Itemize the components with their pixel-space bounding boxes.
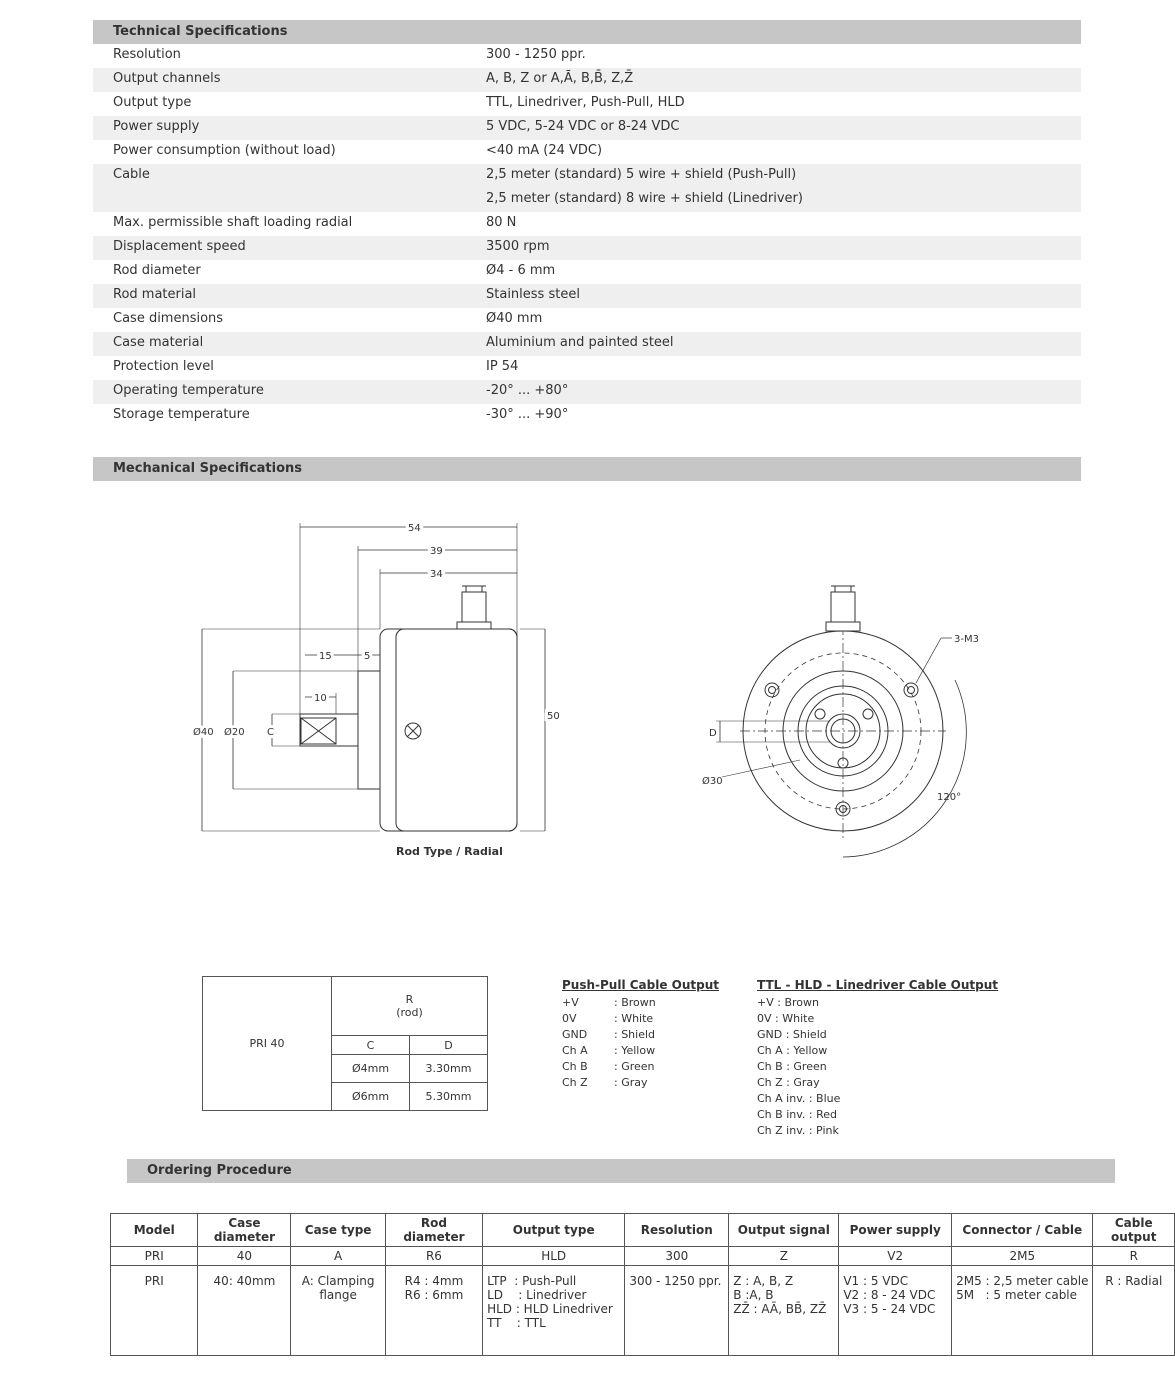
- linedriver-line: Ch A : Yellow: [757, 1044, 828, 1057]
- wire-name: GND: [562, 1028, 588, 1041]
- spec-row: [93, 164, 1081, 212]
- ordering-option-cell: [1093, 1266, 1175, 1356]
- ordering-option-line: A: Clamping: [301, 1274, 375, 1288]
- spec-row: [93, 404, 1081, 428]
- push-pull-line: [562, 1028, 719, 1044]
- ordering-header-cell: Cable output: [1093, 1214, 1175, 1247]
- ordering-option-line: R4 : 4mm: [404, 1274, 464, 1288]
- wire-color: : Yellow: [614, 1044, 656, 1057]
- spec-label: Power supply: [113, 119, 200, 134]
- dim-10: 10: [314, 693, 327, 704]
- spec-value-line: 3500 rpm: [486, 239, 550, 254]
- ordering-option-line: ZZ̄ : AĀ, BB̄, ZZ̄: [733, 1302, 827, 1316]
- ordering-option-line: LD : Linedriver: [487, 1288, 587, 1302]
- linedriver-line: Ch B inv. : Red: [757, 1108, 837, 1121]
- ordering-option-cell: [111, 1266, 198, 1356]
- ordering-header-cell: Connector / Cable: [952, 1214, 1093, 1247]
- spec-value-line: 80 N: [486, 215, 517, 230]
- ordering-header-cell: Resolution: [625, 1214, 729, 1247]
- ordering-example-cell: 300: [625, 1247, 729, 1266]
- rod-table-col-d: D: [410, 1036, 488, 1055]
- linedriver-line: Ch B : Green: [757, 1060, 827, 1073]
- dim-d: D: [709, 728, 717, 739]
- push-pull-line: [562, 996, 719, 1012]
- spec-value-line: TTL, Linedriver, Push-Pull, HLD: [486, 95, 685, 110]
- ordering-option-cell: [291, 1266, 385, 1356]
- ordering-example-cell: Z: [729, 1247, 839, 1266]
- ordering-option-line: LTP : Push-Pull: [487, 1274, 577, 1288]
- ordering-header-cell: Case diameter: [198, 1214, 291, 1247]
- ordering-option-line: 300 - 1250 ppr.: [629, 1274, 722, 1288]
- ordering-example-cell: HLD: [483, 1247, 625, 1266]
- spec-label: Resolution: [113, 47, 181, 62]
- ordering-example-cell: R: [1093, 1247, 1175, 1266]
- technical-specs-title: Technical Specifications: [113, 24, 288, 39]
- spec-value-line: A, B, Z or A,Ā, B,B̄, Z,Z̄: [486, 71, 634, 86]
- mechanical-drawings: [0, 490, 1175, 870]
- ordering-header-cell: Rod diameter: [385, 1214, 482, 1247]
- ordering-example-cell: PRI: [111, 1247, 198, 1266]
- ordering-option-line: V3 : 5 - 24 VDC: [843, 1302, 936, 1316]
- front-view-drawing: [716, 586, 966, 857]
- spec-row: [93, 92, 1081, 116]
- linedriver-line: +V : Brown: [757, 996, 819, 1009]
- ordering-option-cell: [729, 1266, 839, 1356]
- wire-color: : Gray: [614, 1076, 648, 1089]
- spec-value-line: -20° ... +80°: [486, 383, 569, 398]
- spec-row: [93, 212, 1081, 236]
- ordering-header-cell: Power supply: [839, 1214, 952, 1247]
- spec-value-line: -30° ... +90°: [486, 407, 569, 422]
- spec-label: Power consumption (without load): [113, 143, 336, 158]
- spec-label: Displacement speed: [113, 239, 246, 254]
- linedriver-line: Ch Z inv. : Pink: [757, 1124, 839, 1137]
- dim-3m3: 3-M3: [954, 634, 979, 645]
- ordering-example-cell: A: [291, 1247, 385, 1266]
- dim-39: 39: [430, 546, 443, 557]
- push-pull-line: [562, 1060, 719, 1076]
- dim-c: C: [267, 727, 274, 738]
- wire-name: Ch A: [562, 1044, 588, 1057]
- spec-row: [93, 68, 1081, 92]
- ordering-option-line: PRI: [144, 1274, 164, 1288]
- spec-value: [486, 167, 803, 215]
- rod-table-r-label: R: [405, 993, 414, 1006]
- ordering-header-cell: Case type: [291, 1214, 385, 1247]
- dim-50: 50: [547, 711, 560, 722]
- rod-table-cell: Ø4mm: [332, 1055, 410, 1083]
- mechanical-specs-title: Mechanical Specifications: [113, 461, 303, 476]
- spec-row: [93, 236, 1081, 260]
- ordering-option-cell: [625, 1266, 729, 1356]
- ordering-option-line: 2M5 : 2,5 meter cable: [956, 1274, 1089, 1288]
- mechanical-specs-header: [93, 457, 1081, 481]
- ordering-option-line: V2 : 8 - 24 VDC: [843, 1288, 936, 1302]
- spec-value-line: Ø40 mm: [486, 311, 543, 326]
- spec-row: [93, 260, 1081, 284]
- rod-table-cell: 5.30mm: [410, 1083, 488, 1111]
- side-view-drawing: [202, 523, 545, 831]
- spec-label: Max. permissible shaft loading radial: [113, 215, 353, 230]
- linedriver-line: 0V : White: [757, 1012, 815, 1025]
- push-pull-line: [562, 1076, 719, 1092]
- spec-label: Output channels: [113, 71, 221, 86]
- wire-name: 0V: [562, 1012, 577, 1025]
- dim-o40: Ø40: [193, 727, 214, 738]
- spec-label: Cable: [113, 167, 150, 182]
- spec-row: [93, 356, 1081, 380]
- ordering-option-line: TT : TTL: [487, 1316, 546, 1330]
- ordering-header: [127, 1159, 1115, 1183]
- drawing-caption: Rod Type / Radial: [396, 845, 503, 858]
- dim-5: 5: [364, 651, 371, 662]
- dim-34: 34: [430, 569, 443, 580]
- ordering-title: Ordering Procedure: [147, 1163, 292, 1178]
- rod-table: [202, 976, 488, 1111]
- dim-54: 54: [408, 523, 421, 534]
- spec-label: Rod diameter: [113, 263, 201, 278]
- wire-name: Ch Z: [562, 1076, 588, 1089]
- push-pull-title: Push-Pull Cable Output: [562, 978, 720, 992]
- ordering-option-cell: [483, 1266, 625, 1356]
- spec-label: Output type: [113, 95, 192, 110]
- spec-label: Case material: [113, 335, 204, 350]
- ordering-option-line: Z : A, B, Z: [733, 1274, 794, 1288]
- dim-120: 120°: [937, 792, 962, 803]
- linedriver-title: TTL - HLD - Linedriver Cable Output: [757, 978, 999, 992]
- dim-o30: Ø30: [702, 776, 723, 787]
- ordering-option-cell: [385, 1266, 482, 1356]
- dim-15: 15: [319, 651, 332, 662]
- spec-value-line: 300 - 1250 ppr.: [486, 47, 586, 62]
- ordering-example-cell: V2: [839, 1247, 952, 1266]
- ordering-option-line: V1 : 5 VDC: [843, 1274, 909, 1288]
- push-pull-line: [562, 1012, 719, 1028]
- spec-row: [93, 332, 1081, 356]
- spec-row: [93, 380, 1081, 404]
- ordering-option-line: R6 : 6mm: [404, 1288, 464, 1302]
- spec-value-line: 2,5 meter (standard) 5 wire + shield (Push-Pull): [486, 167, 797, 182]
- push-pull-cable-output: [562, 978, 719, 1092]
- spec-value-line: Aluminium and painted steel: [486, 335, 674, 350]
- spec-label: Rod material: [113, 287, 197, 302]
- spec-value-line: IP 54: [486, 359, 519, 374]
- wire-color: : Shield: [614, 1028, 656, 1041]
- linedriver-line: Ch A inv. : Blue: [757, 1092, 841, 1105]
- push-pull-line: [562, 1044, 719, 1060]
- rod-table-cell: Ø6mm: [332, 1083, 410, 1111]
- rod-table-model: PRI 40: [203, 977, 332, 1111]
- linedriver-line: Ch Z : Gray: [757, 1076, 820, 1089]
- spec-row: [93, 308, 1081, 332]
- ordering-option-line: 5M : 5 meter cable: [956, 1288, 1078, 1302]
- technical-specs-header: [93, 20, 1081, 44]
- ordering-option-line: HLD : HLD Linedriver: [487, 1302, 613, 1316]
- wire-color: : Brown: [614, 996, 656, 1009]
- technical-specs-table: [93, 44, 1081, 428]
- dim-o20: Ø20: [224, 727, 245, 738]
- wire-name: +V: [562, 996, 579, 1009]
- spec-row: [93, 116, 1081, 140]
- spec-row: [93, 140, 1081, 164]
- ordering-header-cell: Output type: [483, 1214, 625, 1247]
- spec-value: [486, 407, 568, 431]
- spec-value-line: <40 mA (24 VDC): [486, 143, 603, 158]
- linedriver-cable-output: [757, 978, 998, 1140]
- rod-table-col-c: C: [332, 1036, 410, 1055]
- ordering-option-cell: [198, 1266, 291, 1356]
- ordering-option-line: flange: [319, 1288, 357, 1302]
- spec-value-line: 2,5 meter (standard) 8 wire + shield (Linedriver): [486, 191, 803, 206]
- wire-name: Ch B: [562, 1060, 588, 1073]
- ordering-example-cell: 40: [198, 1247, 291, 1266]
- ordering-table: [110, 1213, 1175, 1356]
- ordering-option-line: 40: 40mm: [213, 1274, 276, 1288]
- ordering-example-cell: R6: [385, 1247, 482, 1266]
- spec-row: [93, 284, 1081, 308]
- wire-color: : Green: [614, 1060, 655, 1073]
- spec-value-line: Stainless steel: [486, 287, 580, 302]
- linedriver-line: GND : Shield: [757, 1028, 827, 1041]
- spec-label: Protection level: [113, 359, 214, 374]
- rod-table-r-header: [332, 977, 488, 1036]
- ordering-header-cell: Output signal: [729, 1214, 839, 1247]
- rod-table-r-sub: (rod): [396, 1006, 423, 1019]
- spec-label: Case dimensions: [113, 311, 224, 326]
- wire-color: : White: [614, 1012, 654, 1025]
- ordering-option-cell: [839, 1266, 952, 1356]
- spec-row: [93, 44, 1081, 68]
- spec-value-line: Ø4 - 6 mm: [486, 263, 556, 278]
- ordering-option-cell: [952, 1266, 1093, 1356]
- spec-label: Storage temperature: [113, 407, 250, 422]
- ordering-option-line: R : Radial: [1105, 1274, 1163, 1288]
- ordering-option-line: B :A, B: [733, 1288, 774, 1302]
- ordering-header-cell: Model: [111, 1214, 198, 1247]
- ordering-example-cell: 2M5: [952, 1247, 1093, 1266]
- spec-value-line: 5 VDC, 5-24 VDC or 8-24 VDC: [486, 119, 680, 134]
- rod-table-cell: 3.30mm: [410, 1055, 488, 1083]
- spec-label: Operating temperature: [113, 383, 264, 398]
